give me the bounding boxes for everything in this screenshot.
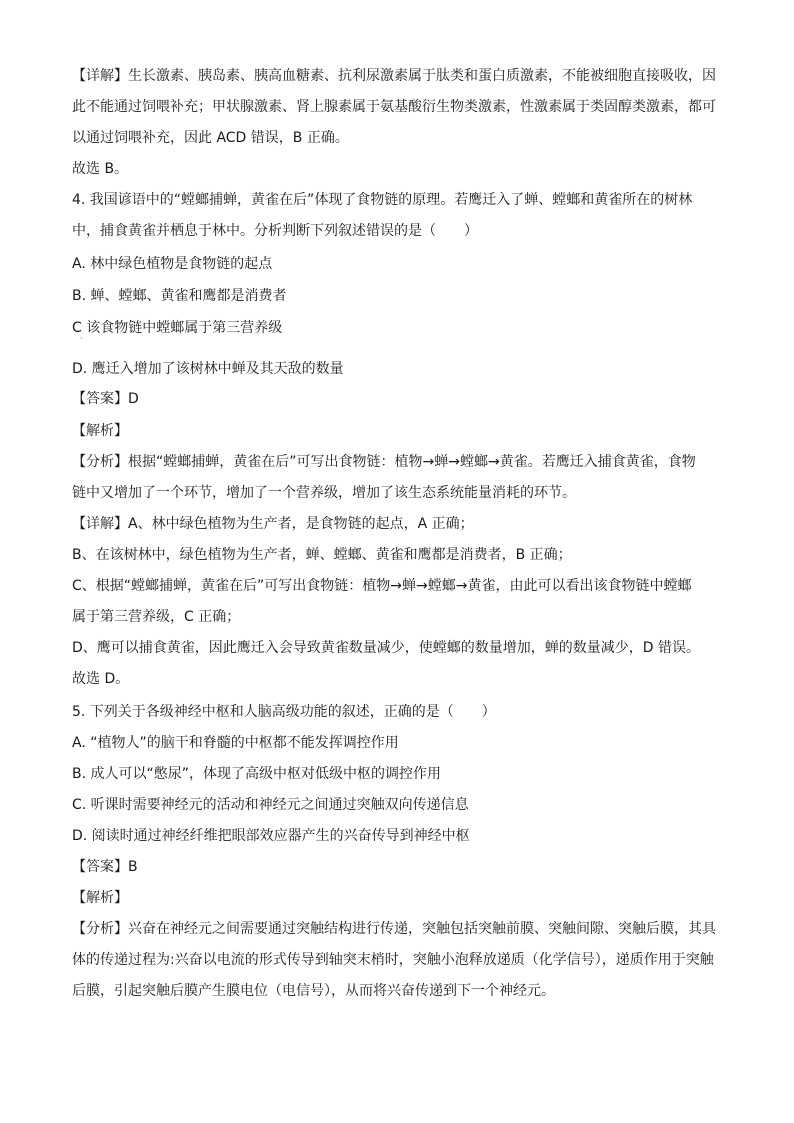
text-line: 故选 D。 [72,671,130,687]
text-line: 【分析】根据“螳螂捕蝉，黄雀在后”可写出食物链：植物→蝉→螳螂→黄雀。若鹰迁入捕食黄雀，食物 [72,454,696,470]
analysis-label: 【解析】 [72,890,128,906]
text-line: 后膜，引起突触后膜产生膜电位（电信号），从而将兴奋传递到下一个神经元。 [72,983,555,999]
answer-label: 【答案】D [72,391,139,407]
text-line: B、在该树林中，绿色植物为生产者，蝉、螳螂、黄雀和鹰都是消费者，B 正确； [72,547,572,563]
text-line: 故选 B。 [72,161,129,177]
text-line: 此不能通过饲喂补充；甲状腺激素、肾上腺素属于氨基酸衍生物类激素，性激素属于类固醇类激素，都可 [72,99,716,115]
answer-label: 【答案】B [72,859,138,875]
option-b: B. 蝉、螳螂、黄雀和鹰都是消费者 [72,288,287,304]
question-5-stem: 5. 下列关于各级神经中枢和人脑高级功能的叙述，正确的是（ ） [72,704,496,720]
option-c: C 该食物链中螳螂属于第三营养级 [72,320,283,336]
text-line: 【分析】兴奋在神经元之间需要通过突触结构进行传递，突触包括突触前膜、突触间隙、突触后膜，其具 [72,921,716,937]
analysis-label: 【解析】 [72,423,128,439]
option-d: D. 阅读时通过神经纤维把眼部效应器产生的兴奋传导到神经中枢 [72,828,470,844]
question-4-stem: 4. 我国谚语中的“螳螂捕蝉，黄雀在后”体现了食物链的原理。若鹰迁入了蝉、螳螂和黄雀所在的树林 [72,192,693,208]
option-a: A. “植物人”的脑干和脊髓的中枢都不能发挥调控作用 [72,735,399,751]
text-line: 以通过饲喂补充，因此 ACD 错误，B 正确。 [72,130,349,146]
option-d: D. 鹰迁入增加了该树林中蝉及其天敌的数量 [72,361,344,377]
option-b: B. 成人可以“憋尿”，体现了高级中枢对低级中枢的调控作用 [72,766,442,782]
text-line: D、鹰可以捕食黄雀，因此鹰迁入会导致黄雀数量减少，使螳螂的数量增加，蝉的数量减少，D 错误。 [72,640,701,656]
text-line: C、根据“螳螂捕蝉，黄雀在后”可写出食物链：植物→蝉→螳螂→黄雀，由此可以看出该食物链中螳螂 [72,578,692,594]
text-line: 链中又增加了一个环节，增加了一个营养级，增加了该生态系统能量消耗的环节。 [72,485,576,501]
stray-dot: · [80,334,83,343]
question-4-stem: 中，捕食黄雀并栖息于林中。分析判断下列叙述错误的是（ ） [72,223,478,239]
text-line: 体的传递过程为:兴奋以电流的形式传导到轴突末梢时，突触小泡释放递质（化学信号），递质作用于突触 [72,952,714,968]
text-line: 【详解】A、林中绿色植物为生产者，是食物链的起点，A 正确； [72,516,474,532]
option-a: A. 林中绿色植物是食物链的起点 [72,256,273,272]
text-line: 属于第三营养级，C 正确； [72,609,241,625]
option-c: C. 听课时需要神经元的活动和神经元之间通过突触双向传递信息 [72,797,469,813]
text-line: 【详解】生长激素、胰岛素、胰高血糖素、抗利尿激素属于肽类和蛋白质激素，不能被细胞直接吸收，因 [72,68,716,84]
